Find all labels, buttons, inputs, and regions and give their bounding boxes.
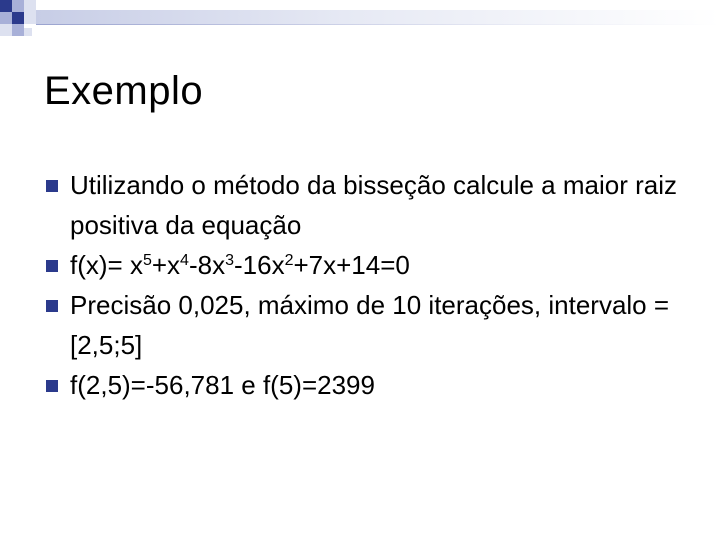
slide-title: Exemplo xyxy=(44,69,204,113)
bullet-square-icon xyxy=(46,380,58,392)
bullet-item-method xyxy=(44,165,684,245)
header-rule xyxy=(36,24,720,25)
bullet-square-icon xyxy=(46,260,58,272)
corner-decoration xyxy=(0,0,60,60)
bullet-text: Precisão 0,025, máximo de 10 iterações, intervalo = [2,5;5] xyxy=(70,290,670,360)
bullet-item-values xyxy=(44,365,684,405)
bullet-list xyxy=(44,165,684,405)
bullet-text: f(2,5)=-56,781 e f(5)=2399 xyxy=(70,370,375,400)
bullet-text: Utilizando o método da bisseção calcule a maior raiz positiva da equação xyxy=(70,170,677,240)
header-bar xyxy=(36,10,720,24)
bullet-square-icon xyxy=(46,300,58,312)
bullet-square-icon xyxy=(46,180,58,192)
bullet-item-equation xyxy=(44,245,684,285)
equation-text: $f(x)= x^5+x^4-8x^3-16x^2+7x+14=0$ xyxy=(70,250,410,280)
bullet-item-precision xyxy=(44,285,684,365)
